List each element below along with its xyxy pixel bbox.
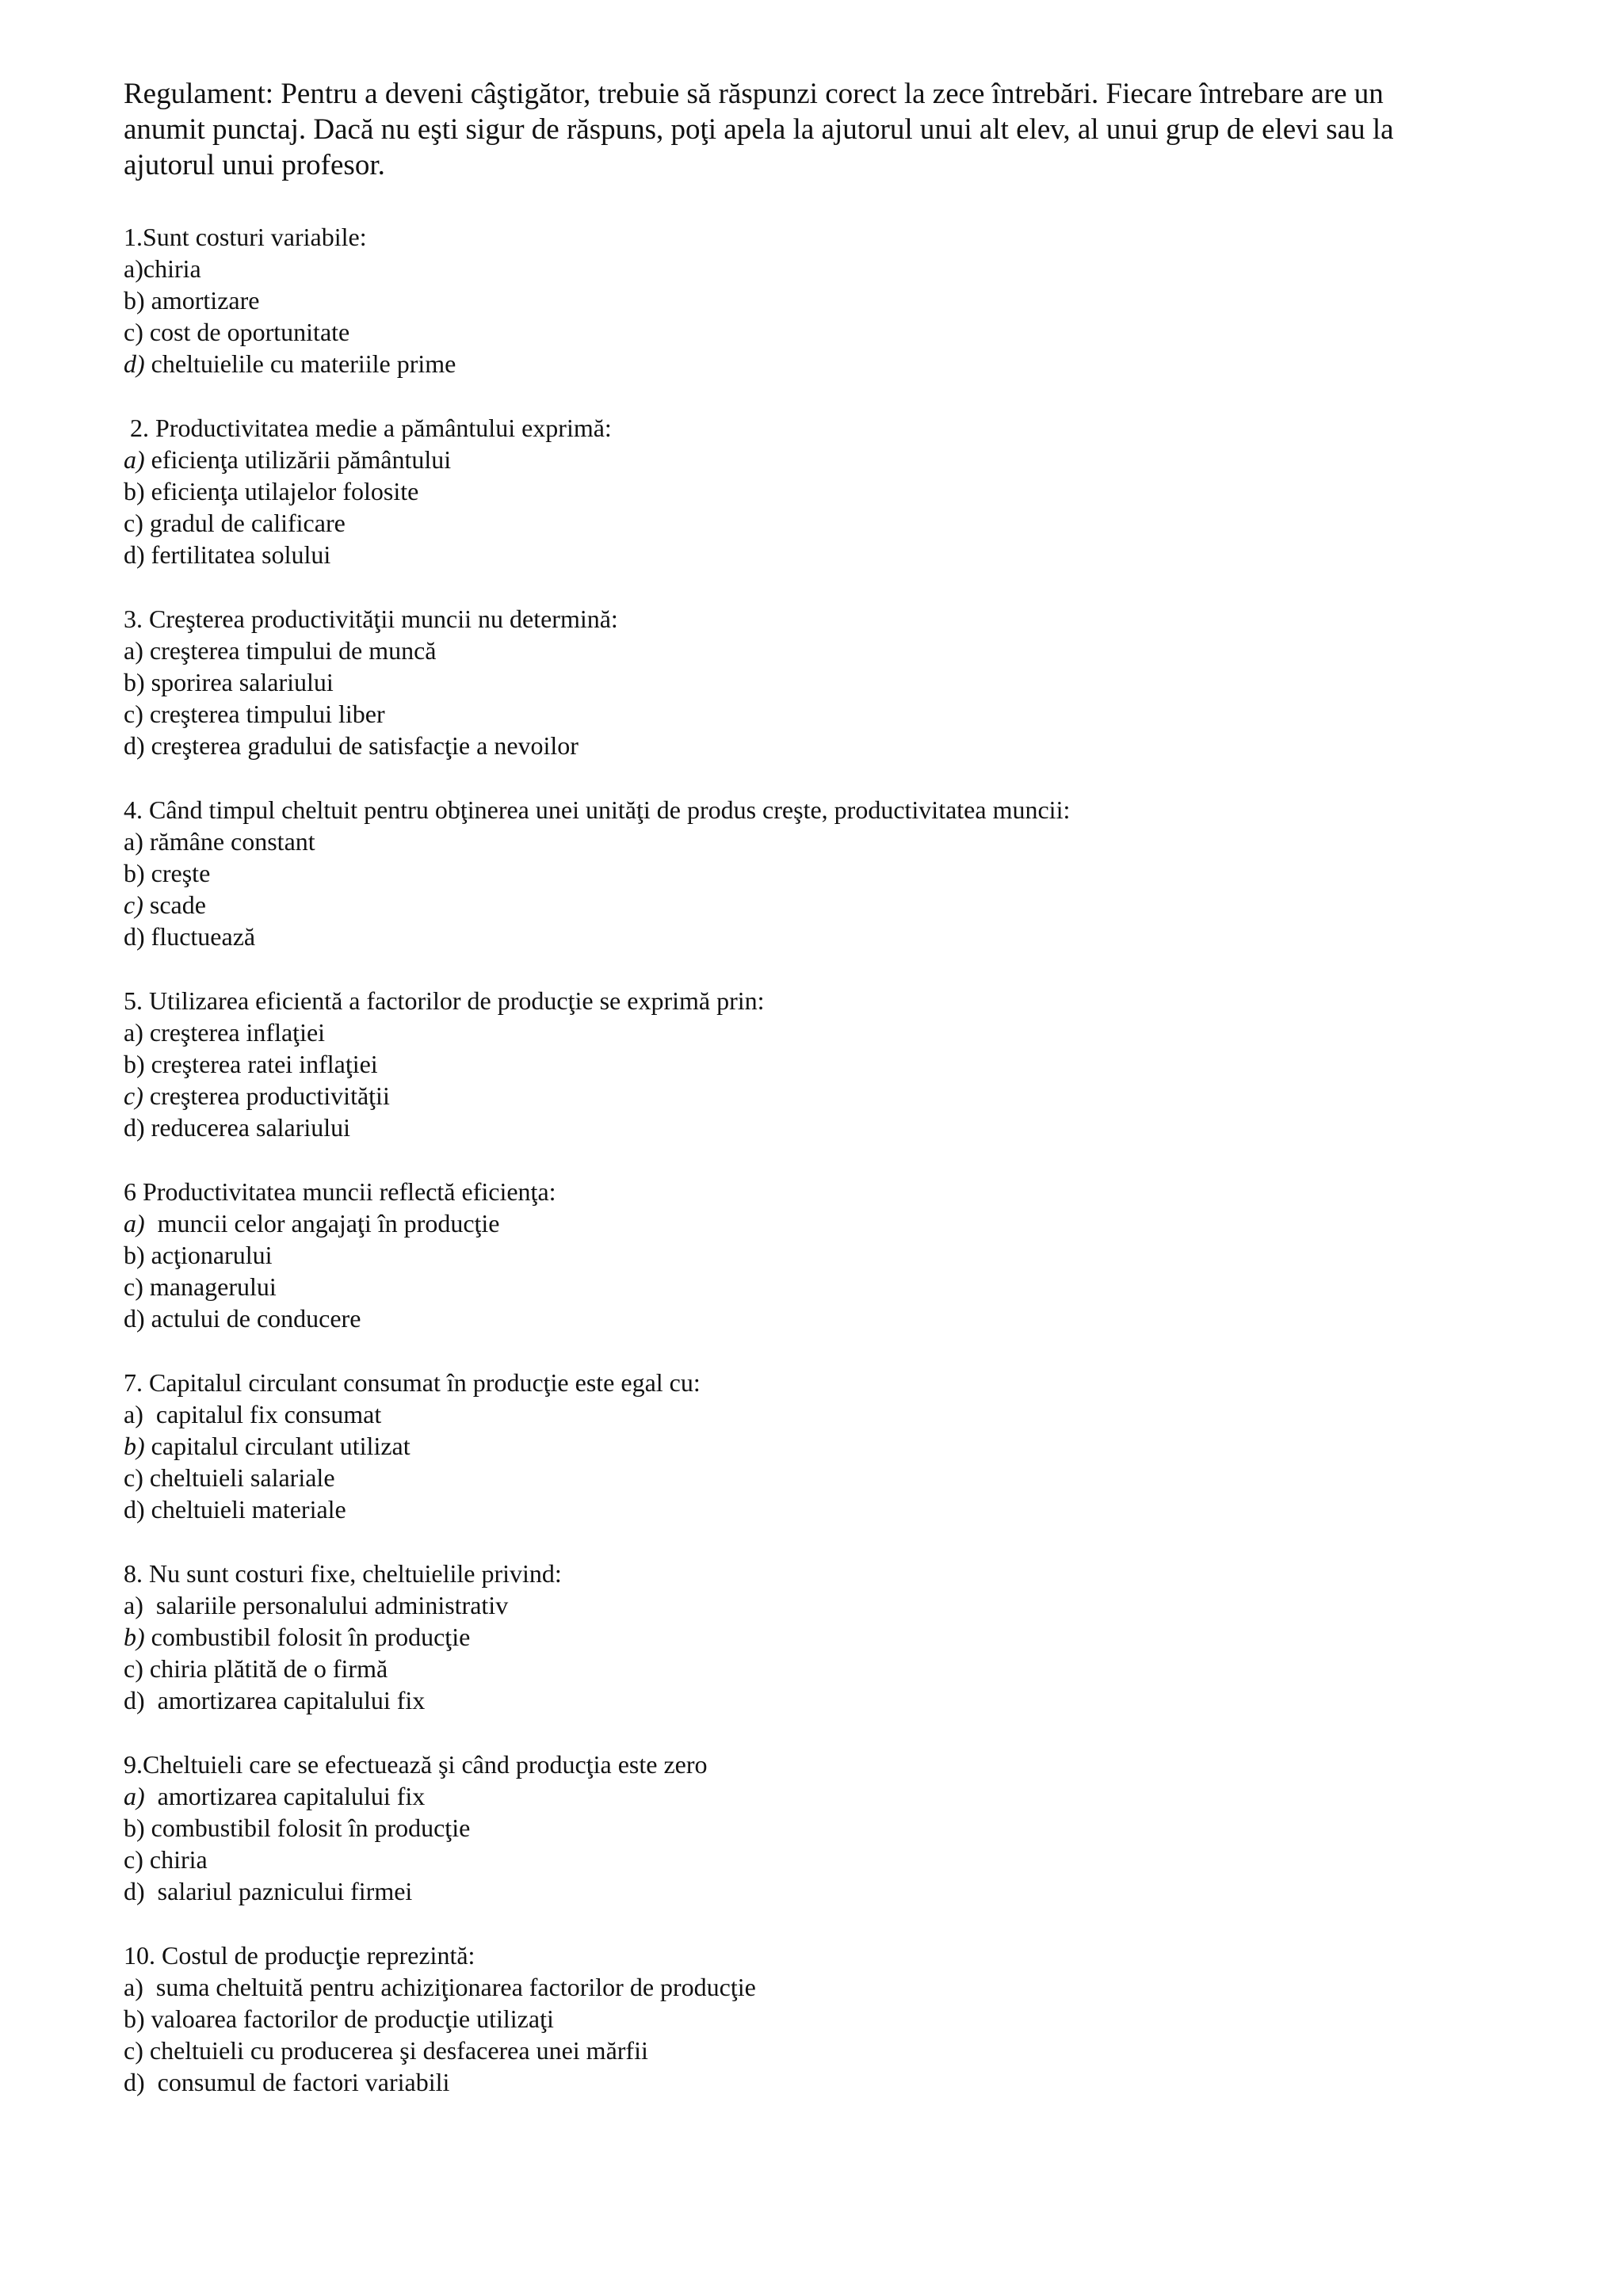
option-letter: b) [124,1814,145,1842]
option-text: rămâne constant [143,827,315,856]
document-page [124,76,1463,2130]
answer-option [124,1875,1463,1907]
option-letter: a) [124,1782,145,1810]
answer-option [124,1398,1463,1430]
option-letter: c) [124,318,143,346]
answer-option [124,1971,1463,2003]
question-1 [124,221,1463,379]
answer-option [124,1780,1463,1812]
answer-option [124,1684,1463,1716]
answer-option [124,284,1463,316]
option-letter: d) [124,1495,145,1524]
option-text: cheltuielile cu materiile prime [144,349,456,378]
option-letter: b) [124,477,145,505]
answer-option [124,539,1463,570]
question-title: 9.Cheltuieli care se efectuează şi când producţia este zero [124,1750,708,1779]
option-letter: c) [124,2036,143,2065]
answer-option [124,1812,1463,1844]
option-text: eficienţa utilizării pământului [144,445,452,474]
question-3 [124,603,1463,761]
answer-option [124,316,1463,348]
option-text: creşterea ratei inflaţiei [144,1050,378,1078]
question-9 [124,1749,1463,1907]
option-letter: b) [124,1623,145,1651]
option-letter: b) [124,668,145,696]
option-text: muncii celor angajaţi în producţie [144,1209,500,1238]
answer-option [124,1239,1463,1271]
option-text: capitalul circulant utilizat [144,1432,411,1460]
answer-option [124,635,1463,666]
answer-option [124,1080,1463,1112]
option-letter: a) [124,1591,143,1619]
option-text: actului de conducere [144,1304,361,1333]
option-letter: c) [124,509,143,537]
answer-option [124,1207,1463,1239]
option-text: chiria plătită de o firmă [143,1654,388,1683]
answer-option [124,1844,1463,1875]
option-text: consumul de factori variabili [144,2068,450,2096]
option-letter: c) [124,891,143,919]
option-letter: d) [124,349,145,378]
option-text: creşterea timpului de muncă [143,636,437,665]
question-8 [124,1558,1463,1716]
option-text: sporirea salariului [144,668,334,696]
answer-option [124,475,1463,507]
option-text: reducerea salariului [144,1113,351,1142]
answer-option [124,826,1463,857]
question-title: 10. Costul de producţie reprezintă: [124,1941,475,1970]
option-letter: b) [124,1241,145,1269]
rules-paragraph: Regulament: Pentru a deveni câştigător, trebuie să răspunzi corect la zece întrebări. Fiecare întrebare are un anumit punctaj. Dacă nu eşti sigur de răspuns, poţi apela la ajutorul unui alt elev, al unui grup de elevi sau la ajutorul unui profesor. [124,78,1394,181]
option-text: capitalul fix consumat [143,1400,382,1428]
answer-option [124,1271,1463,1302]
option-text: cheltuieli cu producerea şi desfacerea unei mărfii [143,2036,648,2065]
option-letter: c) [124,1463,143,1492]
question-6 [124,1176,1463,1334]
option-letter: b) [124,2004,145,2033]
option-text: fluctuează [144,922,256,951]
option-letter: a) [124,1400,143,1428]
option-letter: a) [124,636,143,665]
question-7 [124,1367,1463,1525]
option-letter: d) [124,1113,145,1142]
question-2 [124,412,1463,570]
option-text: managerului [143,1272,277,1301]
option-letter: b) [124,1432,145,1460]
option-letter: b) [124,286,145,315]
option-text: eficienţa utilajelor folosite [144,477,419,505]
question-4 [124,794,1463,952]
answer-option [124,921,1463,952]
option-letter: d) [124,2068,145,2096]
option-text: creşterea productivităţii [143,1081,390,1110]
answer-option [124,1430,1463,1462]
question-title: 3. Creşterea productivităţii muncii nu determină: [124,605,618,633]
answer-option [124,1653,1463,1684]
answer-option [124,1048,1463,1080]
option-letter: c) [124,1654,143,1683]
option-text: chiria [143,1845,208,1874]
option-text: combustibil folosit în producţie [144,1814,471,1842]
question-list [124,221,1463,2098]
answer-option [124,1493,1463,1525]
answer-option [124,1112,1463,1143]
answer-option [124,857,1463,889]
option-text: amortizare [144,286,260,315]
option-letter: d) [124,1877,145,1905]
option-text: salariile personalului administrativ [143,1591,509,1619]
question-title: 7. Capitalul circulant consumat în producţie este egal cu: [124,1368,701,1397]
answer-option [124,1302,1463,1334]
option-text: combustibil folosit în producţie [144,1623,471,1651]
option-text: cheltuieli materiale [144,1495,346,1524]
option-text: gradul de calificare [143,509,346,537]
option-text: valoarea factorilor de producţie utilizaţi [144,2004,554,2033]
option-letter: c) [124,1272,143,1301]
option-text: salariul paznicului firmei [144,1877,413,1905]
option-text: fertilitatea solului [144,540,331,569]
option-letter: c) [124,700,143,728]
answer-option [124,2003,1463,2035]
option-letter: d) [124,1686,145,1714]
answer-option [124,348,1463,379]
answer-option [124,698,1463,730]
option-text: acţionarului [144,1241,273,1269]
question-title: 8. Nu sunt costuri fixe, cheltuielile privind: [124,1559,562,1588]
answer-option [124,1621,1463,1653]
option-text: suma cheltuită pentru achiziţionarea factorilor de producţie [143,1973,756,2001]
option-text: cheltuieli salariale [143,1463,335,1492]
answer-option [124,1462,1463,1493]
question-10 [124,1939,1463,2098]
option-letter: a) [124,1209,145,1238]
question-5 [124,985,1463,1143]
answer-option [124,444,1463,475]
answer-option [124,507,1463,539]
option-text: creşterea gradului de satisfacţie a nevoilor [144,731,579,760]
question-title: 1.Sunt costuri variabile: [124,223,367,251]
option-text: scade [143,891,206,919]
option-text: amortizarea capitalului fix [144,1686,426,1714]
option-letter: b) [124,1050,145,1078]
option-letter: c) [124,1081,143,1110]
answer-option [124,1589,1463,1621]
answer-option [124,2066,1463,2098]
answer-option [124,1016,1463,1048]
option-letter: c) [124,1845,143,1874]
answer-option [124,2035,1463,2066]
option-text: creşterea timpului liber [143,700,385,728]
answer-option [124,253,1463,284]
option-text: amortizarea capitalului fix [144,1782,426,1810]
question-title: 5. Utilizarea eficientă a factorilor de producţie se exprimă prin: [124,986,765,1015]
option-letter: d) [124,731,145,760]
option-text: cost de oportunitate [143,318,350,346]
option-letter: a) [124,1018,143,1047]
answer-option [124,666,1463,698]
option-letter: a) [124,827,143,856]
option-letter: d) [124,922,145,951]
option-text: creşte [144,859,211,887]
question-title: 4. Când timpul cheltuit pentru obţinerea unei unităţi de produs creşte, productivitatea muncii: [124,795,1071,824]
option-letter: a) [124,254,143,283]
answer-option [124,730,1463,761]
option-letter: a) [124,445,145,474]
question-title: 6 Productivitatea muncii reflectă eficienţa: [124,1177,556,1206]
answer-option [124,889,1463,921]
question-title: 2. Productivitatea medie a pământului exprimă: [130,414,612,442]
option-letter: d) [124,540,145,569]
option-text: creşterea inflaţiei [143,1018,326,1047]
option-letter: b) [124,859,145,887]
option-letter: a) [124,1973,143,2001]
option-text: chiria [143,254,201,283]
option-letter: d) [124,1304,145,1333]
